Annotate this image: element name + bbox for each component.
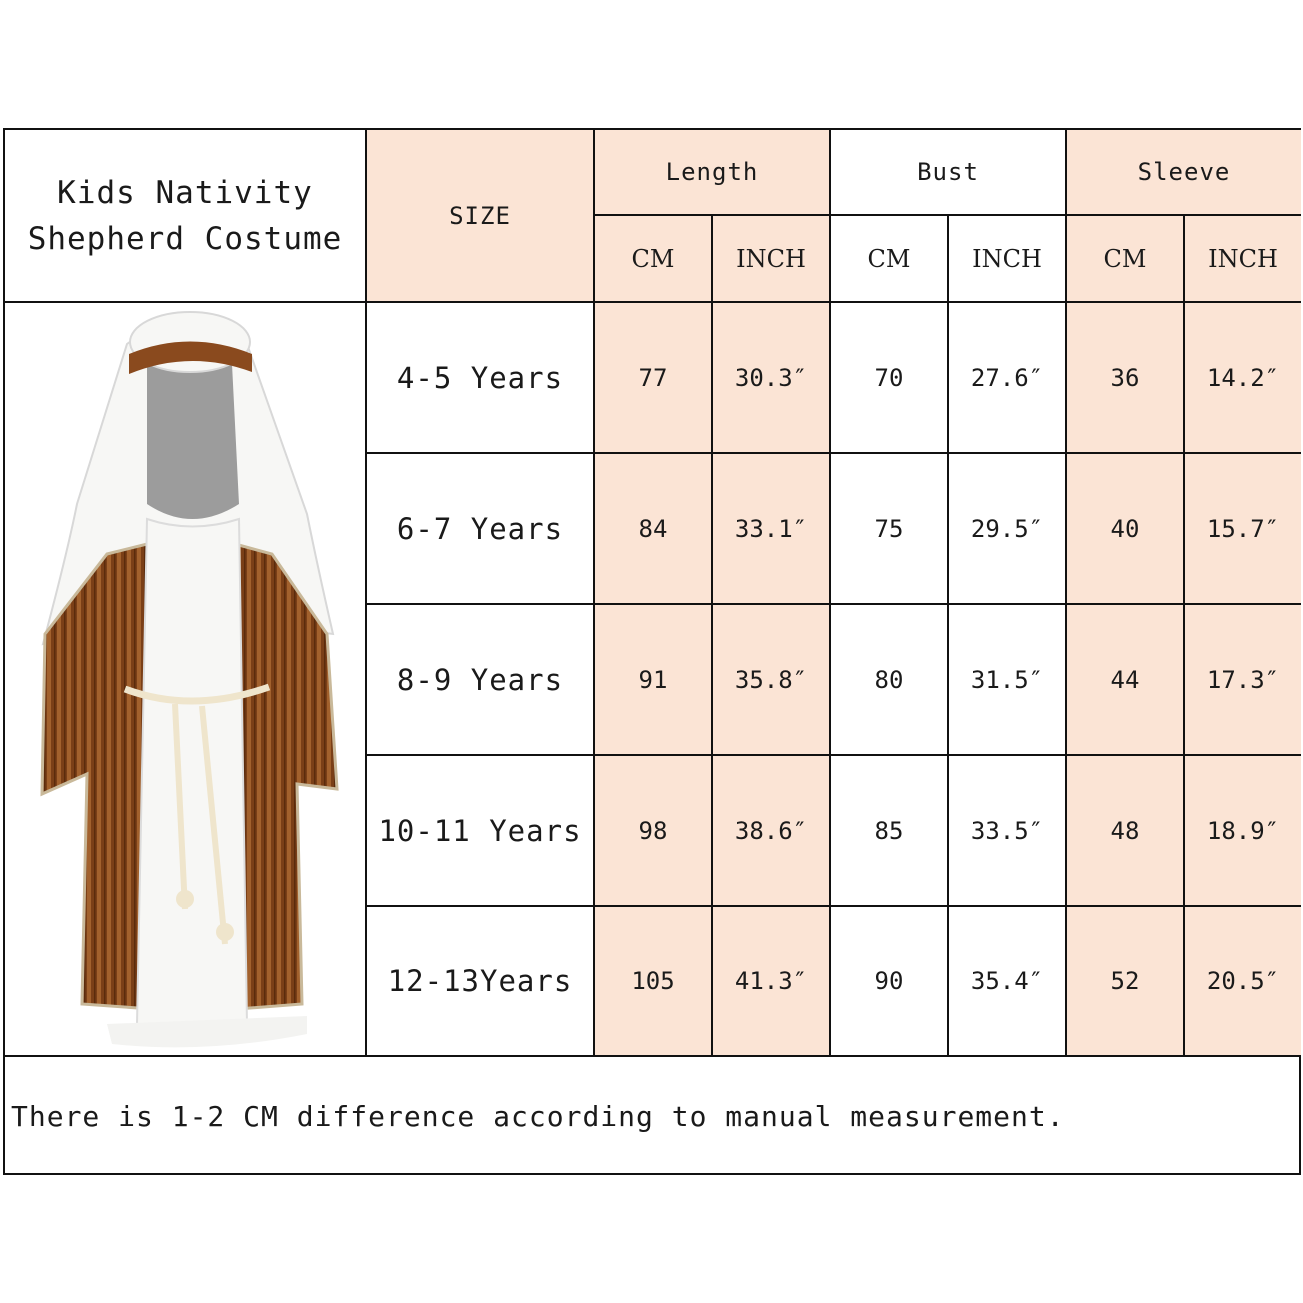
table-cell: 14.2″ <box>1206 363 1280 392</box>
table-cell: 80 <box>874 665 904 694</box>
table-cell: 15.7″ <box>1206 514 1280 543</box>
size-chart-table <box>3 128 1301 1175</box>
size-header: SIZE <box>449 201 511 230</box>
table-cell: 35.4″ <box>970 967 1044 995</box>
unit-header: CM <box>867 244 911 273</box>
table-cell: 85 <box>874 816 904 845</box>
size-label: 6-7 Years <box>396 511 564 546</box>
size-label: 4-5 Years <box>396 360 564 395</box>
unit-header: INCH <box>736 244 806 273</box>
unit-header: INCH <box>1208 244 1278 273</box>
table-cell: 77 <box>638 363 668 392</box>
table-cell: 20.5″ <box>1206 967 1280 995</box>
table-cell: 17.3″ <box>1206 665 1280 694</box>
product-title-line: Shepherd Costume <box>27 220 343 257</box>
table-cell: 48 <box>1110 816 1140 845</box>
table-cell: 91 <box>638 665 668 694</box>
shepherd-costume-image <box>7 304 365 1059</box>
table-cell: 35.8″ <box>734 665 808 694</box>
table-cell: 41.3″ <box>734 967 808 995</box>
unit-header: CM <box>631 244 675 273</box>
table-cell: 52 <box>1110 967 1140 995</box>
table-cell: 33.5″ <box>970 816 1044 845</box>
table-cell: 30.3″ <box>734 363 808 392</box>
table-cell: 44 <box>1110 665 1140 694</box>
table-cell: 98 <box>638 816 668 845</box>
product-title <box>5 130 365 301</box>
table-cell: 27.6″ <box>970 363 1044 392</box>
table-cell: 40 <box>1110 514 1140 543</box>
size-label: 12-13Years <box>387 964 573 998</box>
table-cell: 38.6″ <box>734 816 808 845</box>
table-cell: 75 <box>874 514 904 543</box>
table-cell: 84 <box>638 514 668 543</box>
table-cell: 105 <box>631 967 675 995</box>
product-title-line: Kids Nativity <box>57 174 313 211</box>
unit-header: INCH <box>972 244 1042 273</box>
measurement-note: There is 1-2 CM difference according to manual measurement. <box>11 1099 1065 1133</box>
table-cell: 90 <box>874 967 904 995</box>
table-cell: 18.9″ <box>1206 816 1280 845</box>
size-label: 8-9 Years <box>396 662 564 697</box>
table-cell: 31.5″ <box>970 665 1044 694</box>
bust-header: Bust <box>917 158 979 186</box>
length-header: Length <box>665 158 759 186</box>
table-cell: 70 <box>874 363 904 392</box>
sleeve-header: Sleeve <box>1137 158 1231 186</box>
size-label: 10-11 Years <box>378 813 582 848</box>
table-cell: 29.5″ <box>970 514 1044 543</box>
table-cell: 33.1″ <box>734 514 808 543</box>
table-cell: 36 <box>1110 363 1140 392</box>
unit-header: CM <box>1103 244 1147 273</box>
